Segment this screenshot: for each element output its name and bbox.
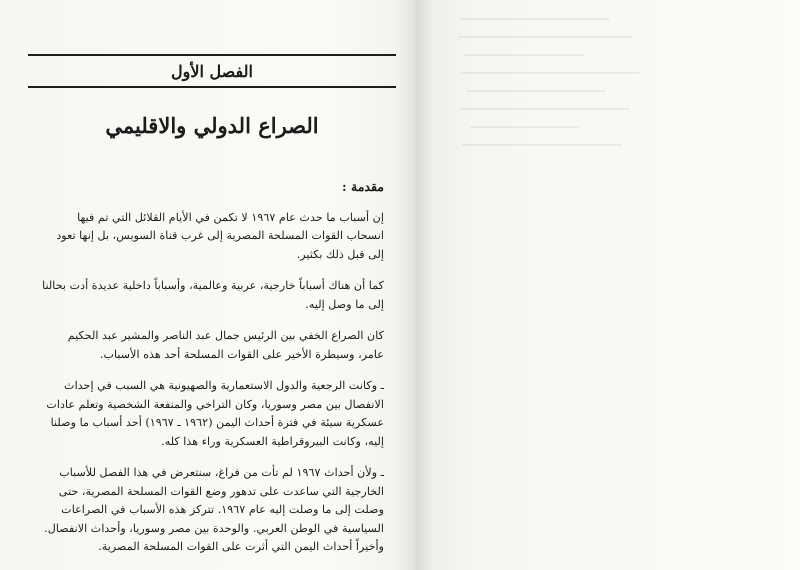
bleed-through-mark <box>460 72 640 74</box>
chapter-header-box <box>28 54 396 88</box>
bleed-through-mark <box>470 126 580 128</box>
bleed-through-mark <box>460 108 630 110</box>
section-heading: مقدمة : <box>342 179 384 194</box>
paragraph: كما أن هناك أسباباً خارجية، عربية وعالمية، وأسباباً داخلية عديدة أدت بحالنا إلى ما وصل إليه. <box>42 279 384 311</box>
paragraph: ـ وكانت الرجعية والدول الاستعمارية والصهيونية هي السبب في إحداث الانفصال بين مصر وسوريا، وكان التراخي والمنفعة الشخصية وتعلم عادات عسكرية سيئة في فترة أحداث اليمن (١٩٦٢ ـ ١٩٦٧) أحد أسباب ما وصلنا إليه، وكانت البيروقراطية العسكرية وراء هذا كله. <box>46 379 384 448</box>
paragraph: إن أسباب ما حدث عام ١٩٦٧ لا تكمن في الأيام القلائل التي تم فيها انسحاب القوات المسلحة المصرية إلى غرب قناة السويس، بل إنها تعود إلى قبل ذلك بكثير. <box>56 210 384 261</box>
chapter-title: الصراع الدولي والاقليمي <box>105 113 319 138</box>
bleed-through-mark <box>458 36 633 38</box>
bleed-through-mark <box>460 18 610 20</box>
chapter-label: الفصل الأول <box>171 61 253 81</box>
right-page <box>430 0 800 570</box>
paragraph: كان الصراع الخفي بين الرئيس جمال عبد الناصر والمشير عبد الحكيم عامر، وسيطرة الأخير على القوات المسلحة أحد هذه الأسباب. <box>67 329 384 361</box>
paragraph: ـ ولأن أحداث ١٩٦٧ لم تأت من فراغ، سنتعرض في هذا الفصل للأسباب الخارجية التي ساعدت على تدهور وضع القوات المسلحة المصرية، حتى وصلت إلى ما وصلت إليه عام ١٩٦٧. تتركز هذه الأسباب في الصراعات السياسية في الوطن العربي. والوحدة بين مصر وسوريا، وأحداث الانفصال. وأخيراً أحداث اليمن التي أثرت على القوات المسلحة المصرية. <box>44 466 384 553</box>
bleed-through-mark <box>464 54 584 56</box>
bleed-through-mark <box>466 90 606 92</box>
body-text <box>40 178 384 570</box>
bleed-through-mark <box>462 144 622 146</box>
book-gutter <box>395 0 435 570</box>
